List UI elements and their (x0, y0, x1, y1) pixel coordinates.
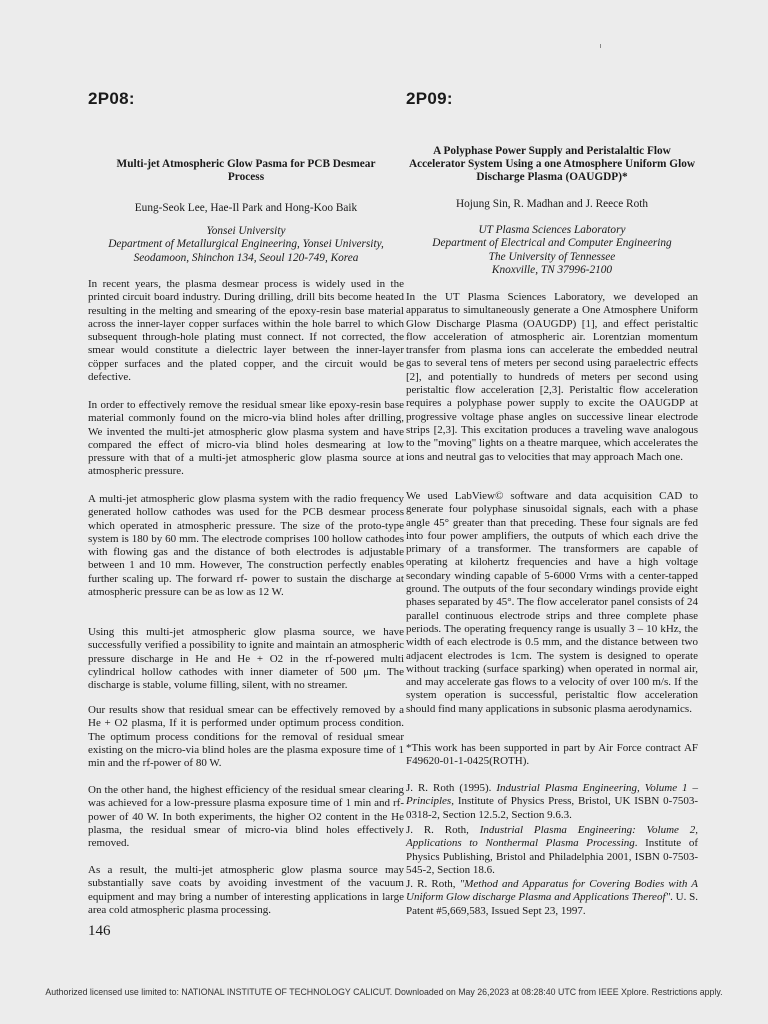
abstract-code: 2P08: (88, 89, 135, 108)
affiliation-line: Department of Electrical and Computer Engineering (432, 237, 672, 250)
license-footer: Authorized licensed use limited to: NATIONAL INSTITUTE OF TECHNOLOGY CALICUT. Downloaded on May 26,2023 at 08:28:40 UTC from IEEE Xplore. Restrictions apply. (45, 987, 723, 997)
paragraph: Our results show that residual smear can be effectively removed by a He + O2 plasma, If it is performed under optimum process condition. The optimum process conditions for the removal of residual smear existing on the micro-via blind holes are the plasma exposure time of 1 min and the rf-power of 80 W. (88, 704, 404, 770)
author-list: Hojung Sin, R. Madhan and J. Reece Roth (455, 198, 649, 210)
affiliation-line: Knoxville, TN 37996-2100 (491, 263, 613, 276)
reference-text: . U. S. Patent #5,669,583, Issued Sept 23, 1997. (406, 891, 698, 917)
paragraph: In the UT Plasma Sciences Laboratory, we developed an apparatus to simultaneously generate a One Atmosphere Uniform Glow Discharge Plasma (OAUGDP) [1], and effect peristaltic flow acceleration of atmospheric air. Lorentzian momentum transfer from plasma ions can accelerate the embedded neutral gas to several tens of meters per second using paraelectric effects [2], and potentially to hundreds of meters per second using peristaltic flow acceleration [2,3]. Peristaltic flow acceleration requires a polyphase power supply to excite the OAUGDP at progressive voltage phase angles on successive linear electrode strips [2,3]. This excitation produces a traveling wave analogous to the "moving" lights on a theatre marquee, which accelerates the ions and neutral gas to velocities that may approach Mach one. (406, 291, 698, 463)
affiliation-line: Yonsei University (206, 225, 286, 237)
reference (406, 782, 698, 822)
author-list: Eung-Seok Lee, Hae-Il Park and Hong-Koo Baik (134, 202, 358, 214)
reference-text: J. R. Roth (1995). (406, 782, 497, 794)
page-number: 146 (88, 923, 111, 939)
affiliation (406, 224, 698, 277)
affiliation-line: Seodamoon, Shinchon 134, Seoul 120-749, Korea (133, 251, 359, 264)
reference-title: "Method and Apparatus for Covering Bodies with A Uniform Glow discharge Plasma and Applications Thereof" (406, 878, 698, 904)
paragraph: Using this multi-jet atmospheric glow plasma source, we have successfully verified a possibility to ignite and maintain an atmospheric pressure discharge in He and He + O2 in the rf-powered multi cylindrical hollow cathodes with inner diameter of 500 μm. The discharge is stable, volume filling, silent, with no streamer. (88, 626, 404, 692)
reference-text: . Institute of Physics Publishing, Bristol and Philadelphia 2001, ISBN 0-7503-545-2, Section 18.6. (406, 837, 698, 876)
reference-text: , Institute of Physics Press, Bristol, UK ISBN 0-7503-0318-2, Section 12.5.2, Section 9.6.3. (406, 795, 698, 821)
paragraph: In order to effectively remove the residual smear like epoxy-resin base material commonly found on the micro-via blind holes after drilling, We invented the multi-jet atmospheric glow plasma system and have compared the effect of micro-via blind holes desmearing at low pressure with that of a multi-jet atmospheric glow plasma source at atmospheric pressure. (88, 399, 404, 478)
paragraph: We used LabView© software and data acquisition CAD to generate four polyphase sinusoidal signals, each with a phase angle 45° greater than that preceding. These four signals are fed into four power amplifiers, the outputs of which each drive the primary of a transformer. The transformers are capable of operating at kilohertz frequencies and have a high voltage secondary winding capable of 5-6000 Vrms with a center-tapped ground. The outputs of the four secondary windings provide eight phases separated by 45°. The flow accelerator panel consists of 24 parallel continuous electrode strips and three complete phase periods. The operating frequency range is usually 3 – 10 kHz, the width of each electrode is 0.5 mm, and the distance between two adjacent electrodes is 1cm. The system is designed to operate without tracking (surface sparking) when operated in normal air, and may accelerate gas flows to a velocity of over 100 m/s. If the system operation is successful, peristaltic flow acceleration should find many applications in subsonic plasma aerodynamics. (406, 490, 698, 715)
reference-title: Industrial Plasma Engineering: Volume 2, Applications to Nonthermal Plasma Processing (406, 824, 698, 850)
paragraph: A multi-jet atmospheric glow plasma system with the radio frequency generated hollow cathodes was used for the PCB desmear process which operated in atmospheric pressure. The size of the proto-type system is 180 by 60 mm. The electrode comprises 100 hollow cathodes with flowing gas and the distance of both electrodes is adjustable between 1 and 10 mm. However, The construction perfectly enables further scaling up. The forward rf- power to sustain the discharge at atmospheric pressure can be as low as 12 W. (88, 493, 404, 599)
reference (406, 824, 698, 877)
affiliation-line: UT Plasma Sciences Laboratory (478, 224, 626, 236)
funding-note: *This work has been supported in part by Air Force contract AF F49620-01-1-0425(ROTH). (406, 742, 698, 768)
paragraph: In recent years, the plasma desmear process is widely used in the printed circuit board industry. During drilling, drill bits become heated resulting in the melting and smearing of the epoxy-resin base material across the inner-layer copper surfaces within the hole barrel to which subsequent through-hole plating must connect. If not corrected, the smear would constitute a dielectric layer between the inner-layer cöpper surfaces and the plated copper, and the circuit would be defective. (88, 278, 404, 384)
abstract-title: Multi-jet Atmospheric Glow Pasma for PCB Desmear Process (116, 158, 376, 184)
reference-text: J. R. Roth, (406, 878, 460, 890)
abstract-title: A Polyphase Power Supply and Peristalaltic Flow Accelerator System Using a one Atmosphere Uniform Glow Discharge Plasma (OAUGDP)* (408, 145, 696, 184)
reference (406, 878, 698, 918)
paragraph: As a result, the multi-jet atmospheric glow plasma source may substantially save coats by avoiding investment of the vacuum equipment and may bring a number of interesting applications in large area cold atmospheric plasma processing. (88, 864, 404, 916)
paragraph: On the other hand, the highest efficiency of the residual smear clearing was achieved for a low-pressure plasma exposure time of 1 min and rf-power of 40 W. In both experiments, the higher O2 content in the He plasma, the residual smear of micro-via blind holes effectively removed. (88, 784, 404, 850)
scan-speck (600, 44, 601, 48)
reference-text: J. R. Roth, (406, 824, 480, 836)
abstract-code: 2P09: (406, 89, 453, 108)
affiliation-line: Department of Metallurgical Engineering, Yonsei University, (108, 238, 384, 251)
affiliation (88, 225, 404, 265)
reference-title: Industrial Plasma Engineering, Volume 1 – Principles (406, 782, 698, 808)
affiliation-line: The University of Tennessee (488, 250, 616, 263)
